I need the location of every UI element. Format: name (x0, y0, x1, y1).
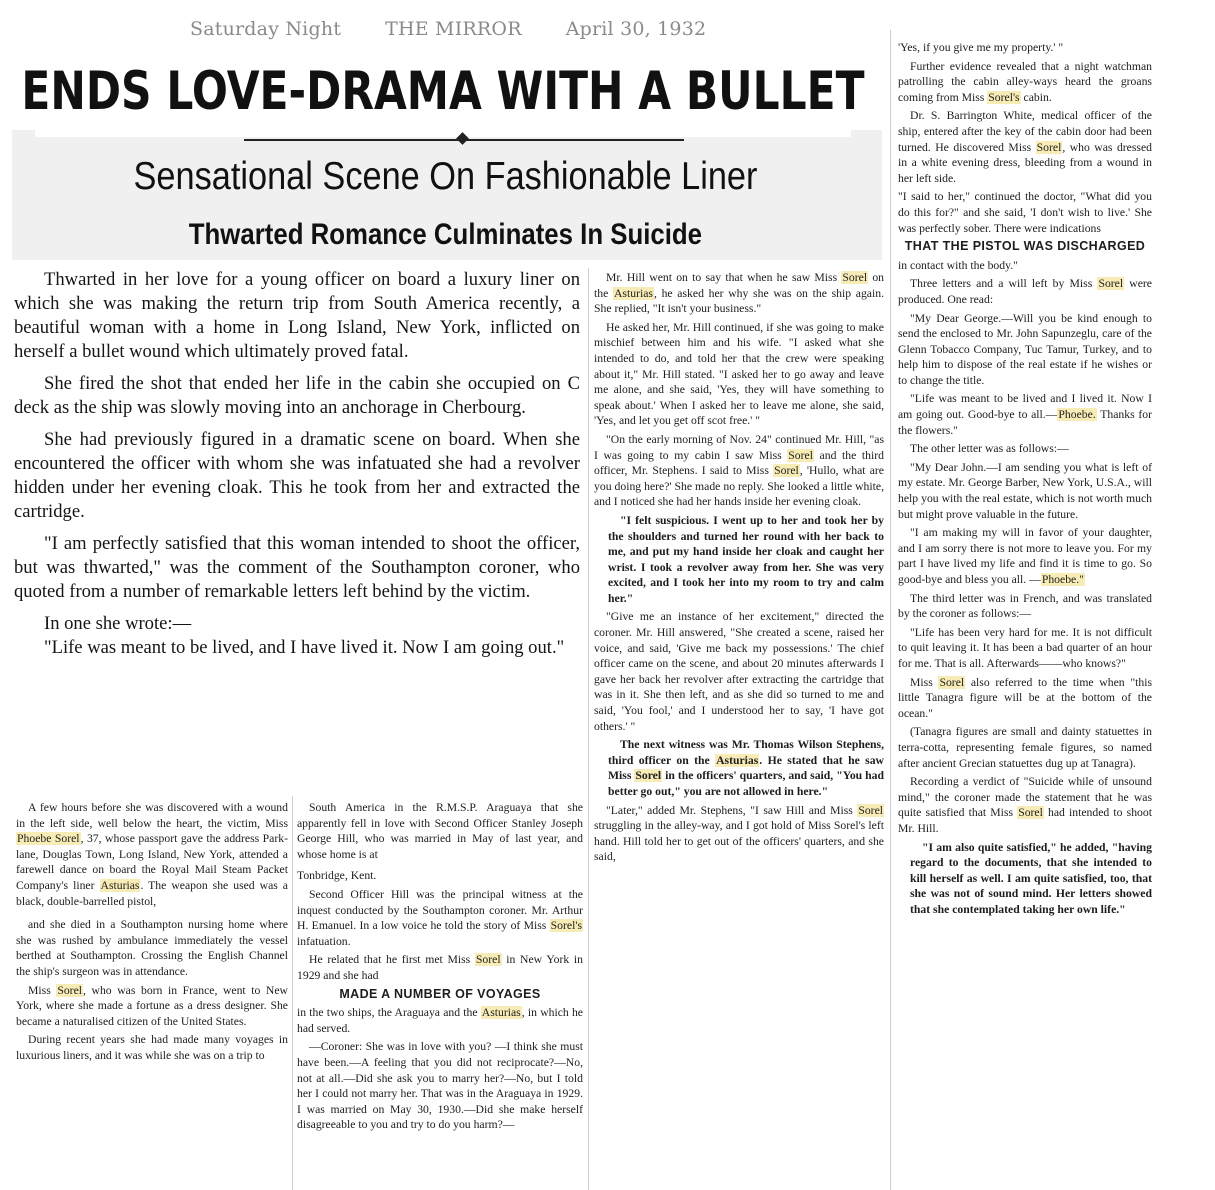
body-paragraph: and she died in a Southampton nursing home where she was rushed by ambulance immediately the vessel berthed at Southampton. Crossing the English Channel the ship's surgeon was in attendance. (16, 918, 288, 978)
highlighted-name: Sorel (1018, 806, 1043, 820)
body-paragraph: Dr. S. Barrington White, medical officer of the ship, entered after the key of the cabin door had been turned. He discovered Miss Sorel, who was dressed in a white evening dress, bleeding from a wound in her left side. (898, 109, 1152, 185)
column-divider (292, 796, 293, 1190)
lead-section (14, 268, 580, 668)
lead-paragraph: "I am perfectly satisfied that this woman intended to shoot the officer, but was thwarted," was the comment of the Southampton coroner, who quoted from a number of remarkable letters left behind by the victim. (14, 533, 580, 602)
highlighted-name: Sorel (788, 448, 813, 462)
body-paragraph: 'Yes, if you give me my property.' " (898, 41, 1064, 54)
subhead-text: Sensational Scene On Fashionable Liner (133, 155, 757, 198)
deck-text: Thwarted Romance Culminates In Suicide (188, 218, 702, 251)
bold-quote: "I felt suspicious. I went up to her and took her by the shoulders and turned her round with her back to me, and put my hand inside her cloak and caught her wrist. I took a revolver away from her. She was very excited, and I took her into my room to try and calm her." (608, 513, 884, 605)
bold-quote: "I am also quite satisfied," he added, "having regard to the documents, that she intended to kill herself as well. I am quite satisfied, too, that she was not of sound mind. Her letters showed that she contemplated taking her own life." (910, 840, 1152, 916)
body-paragraph: "Later," added Mr. Stephens, "I saw Hill and Miss Sorel struggling in the alley-way, and I got hold of Miss Sorel's left hand. Hill told her to get out of the officers' quarters, and she said, (594, 803, 884, 864)
highlighted-name: Sorel (57, 983, 82, 997)
highlighted-ship: Asturias (100, 878, 140, 892)
letter-paragraph: "I am making my will in favor of your daughter, and I am sorry there is not more to leave you. For my part I have lived my life and find it is time to go. So good-bye and bless you all. —Phoebe." (898, 526, 1152, 586)
headline: ENDS LOVE-DRAMA WITH A BULLET (21, 60, 865, 122)
highlighted-name: Phoebe. (1058, 408, 1096, 422)
highlighted-name: Sorel (858, 803, 883, 817)
body-paragraph: Three letters and a will left by Miss Sorel were produced. One read: (898, 277, 1152, 306)
subhead (40, 155, 850, 199)
highlighted-ship: Asturias (716, 753, 759, 767)
deck (40, 218, 850, 252)
letter-paragraph: "Life was meant to be lived and I lived it. Now I am going out. Good-bye to all.—Phoebe. Thanks for the flowers." (898, 392, 1152, 437)
masthead-date: April 30, 1932 (565, 18, 707, 40)
body-paragraph: "I said to her," continued the doctor, "What did you do this for?" and she said, 'I don't wish to live.' She was perfectly sober. There were indications (898, 190, 1152, 235)
body-paragraph: "Give me an instance of her excitement," directed the coroner. Mr. Hill answered, "She created a scene, raised her voice, and said, 'Give me back my possessions.' The chief officer came on the scene, and about 20 minutes afterwards I gave her back her revolver after extracting the cartridge that was in it. She then left, and as she did so turned to me and said, 'You fool,' and I understood her to say, 'I have got others.' " (594, 610, 884, 733)
body-paragraph: "On the early morning of Nov. 24" continued Mr. Hill, "as I was going to my cabin I saw Miss Sorel and the third officer, Mr. Stephens. I said to Miss Sorel, 'Hullo, what are you doing here?' She made no reply. She looked a little white, and I noticed she had her hands inside her evening cloak. (594, 432, 884, 509)
letter-paragraph: "Life has been very hard for me. It is not difficult to quit leaving it. It has been a bad quarter of an hour for me. That is all. Afterwards——who knows?" (898, 625, 1152, 670)
lead-paragraph: She had previously figured in a dramatic scene on board. When she encountered the officer with whom she was infatuated she had a revolver hidden under her evening cloak. This he took from her and extracted the cartridge. (14, 429, 580, 522)
highlighted-name: Sorel (635, 769, 662, 783)
article-column-3 (594, 270, 884, 1190)
lead-paragraph: She fired the shot that ended her life in the cabin she occupied on C deck as the ship was slowly moving into an anchorage in Cherbourg. (14, 373, 580, 418)
highlighted-name: Sorel (475, 953, 501, 967)
highlighted-name: Sorel (842, 271, 868, 284)
body-paragraph: Mr. Hill went on to say that when he saw Miss Sorel on the Asturias, he asked her why she was on the ship again. She replied, "It isn't your business." (594, 271, 884, 316)
article-column-1 (16, 800, 288, 1190)
body-paragraph: —Coroner: She was in love with you? —I think she must have been.—A feeling that you did not reciprocate?—No, not at all.—Did she ask you to marry her?—No, but I told her I could not marry her. That was in the Araguaya in 1929. I was married on May 30, 1930.—Did she make herself disagreeable to you and try to do you harm?— (297, 1040, 583, 1132)
highlighted-name: Sorel (774, 464, 799, 478)
highlighted-ship: Asturias (481, 1006, 521, 1020)
letter-paragraph: "My Dear John.—I am sending you what is left of my estate. Mr. George Barber, New York, U.S.A., will help you with the real estate, which is not worth much but might prove valuable in the future. (898, 460, 1152, 521)
body-paragraph: Miss Sorel also referred to the time when "this little Tanagra figure will be at the bottom of the ocean." (898, 675, 1152, 720)
masthead (190, 18, 710, 40)
body-paragraph: in the two ships, the Araguaya and the Asturias, in which he had served. (297, 1006, 583, 1035)
body-paragraph: South America in the R.M.S.P. Araguaya that she apparently fell in love with Second Officer Stanley Joseph George Hill, who was married in May of last year, and whose home is at (297, 801, 583, 861)
body-paragraph: in contact with the body." (898, 258, 1018, 272)
masthead-section: Saturday Night (190, 18, 342, 40)
lead-paragraph: Thwarted in her love for a young officer on board a luxury liner on which she was making the return trip from South America recently, a beautiful woman with a home in Long Island, New York, inflicted on herself a bullet wound which ultimately proved fatal. (14, 269, 580, 362)
highlighted-name: Phoebe." (1041, 573, 1084, 586)
highlighted-name: Sorel's (550, 919, 582, 933)
highlighted-name: Phoebe Sorel (17, 832, 80, 846)
body-paragraph: Further evidence revealed that a night watchman patrolling the cabin alley-ways heard the groans coming from Miss Sorel's cabin. (898, 59, 1152, 104)
body-paragraph: Second Officer Hill was the principal witness at the inquest conducted by the Southampton coroner. Mr. Arthur H. Emanuel. In a low voice he told the story of Miss Sorel's infatuation. (297, 887, 583, 948)
sub-heading: THAT THE PISTOL WAS DISCHARGED (904, 239, 1146, 254)
sub-heading: MADE A NUMBER OF VOYAGES (339, 986, 541, 1001)
highlighted-ship: Asturias (613, 286, 653, 300)
highlighted-name: Sorel (1098, 277, 1124, 291)
body-paragraph: A few hours before she was discovered with a wound in the left side, well below the heart, the victim, Miss Phoebe Sorel, 37, whose passport gave the address Park-lane, Douglas Town, Long Island, New York, attended a farewell dance on board the Royal Mail Steam Packet Company's liner Asturias. The weapon she used was a black, double-barrelled pistol, (16, 801, 288, 908)
masthead-paper: THE MIRROR (385, 18, 522, 40)
column-divider (890, 30, 891, 1190)
body-paragraph: The other letter was as follows:— (910, 442, 1069, 456)
body-paragraph: Miss Sorel, who was born in France, went to New York, where she made a fortune as a dress designer. She became a naturalised citizen of the United States. (16, 983, 288, 1028)
column-divider (588, 268, 589, 1190)
body-paragraph: He asked her, Mr. Hill continued, if she was going to make mischief between him and his wife. "I asked what she intended to do, and told her that the crew were speaking about it," Mr. Hill stated. "I asked her to go away and leave me alone, and she said, 'Yes, they will have something to speak about.' When I asked her to leave me alone, she said, 'Yes, and let you get off scot free.' " (594, 320, 884, 428)
body-paragraph: The third letter was in French, and was translated by the coroner as follows:— (898, 591, 1152, 621)
headline-box (21, 45, 865, 137)
highlighted-name: Sorel (939, 675, 965, 689)
highlighted-name: Sorel's (988, 90, 1020, 104)
bold-paragraph: The next witness was Mr. Thomas Wilson Stephens, third officer on the Asturias. He stated that he saw Miss Sorel in the officers' quarters, and said, "You had better go out," you are not allowed in here." (608, 738, 884, 798)
lead-quote: "Life was meant to be lived, and I have lived it. Now I am going out." (44, 637, 565, 658)
body-paragraph: Tonbridge, Kent. (297, 869, 377, 883)
lead-paragraph: In one she wrote:— (44, 613, 192, 634)
highlighted-name: Sorel (1036, 140, 1062, 154)
article-column-2 (297, 800, 583, 1190)
body-paragraph: During recent years she had made many voyages in luxurious liners, and it was while she was on a trip to (16, 1033, 288, 1062)
body-paragraph: (Tanagra figures are small and dainty statuettes in terra-cotta, representing female figures, so named after ancient Grecian statuettes dug up at Tanagra). (898, 725, 1152, 770)
article-column-4 (898, 40, 1152, 1190)
body-paragraph: Recording a verdict of "Suicide while of unsound mind," the coroner made the statement that he was quite satisfied that Miss Sorel had intended to shoot Mr. Hill. (898, 775, 1152, 835)
body-paragraph: He related that he first met Miss Sorel in New York in 1929 and she had (297, 953, 583, 982)
letter-paragraph: "My Dear George.—Will you be kind enough to send the enclosed to Mr. John Sapunzeglu, care of the Glenn Tobacco Company, Tuc Tamur, Turkey, and to help him to dispose of the real estate if he wishes or to change the title. (898, 311, 1152, 387)
